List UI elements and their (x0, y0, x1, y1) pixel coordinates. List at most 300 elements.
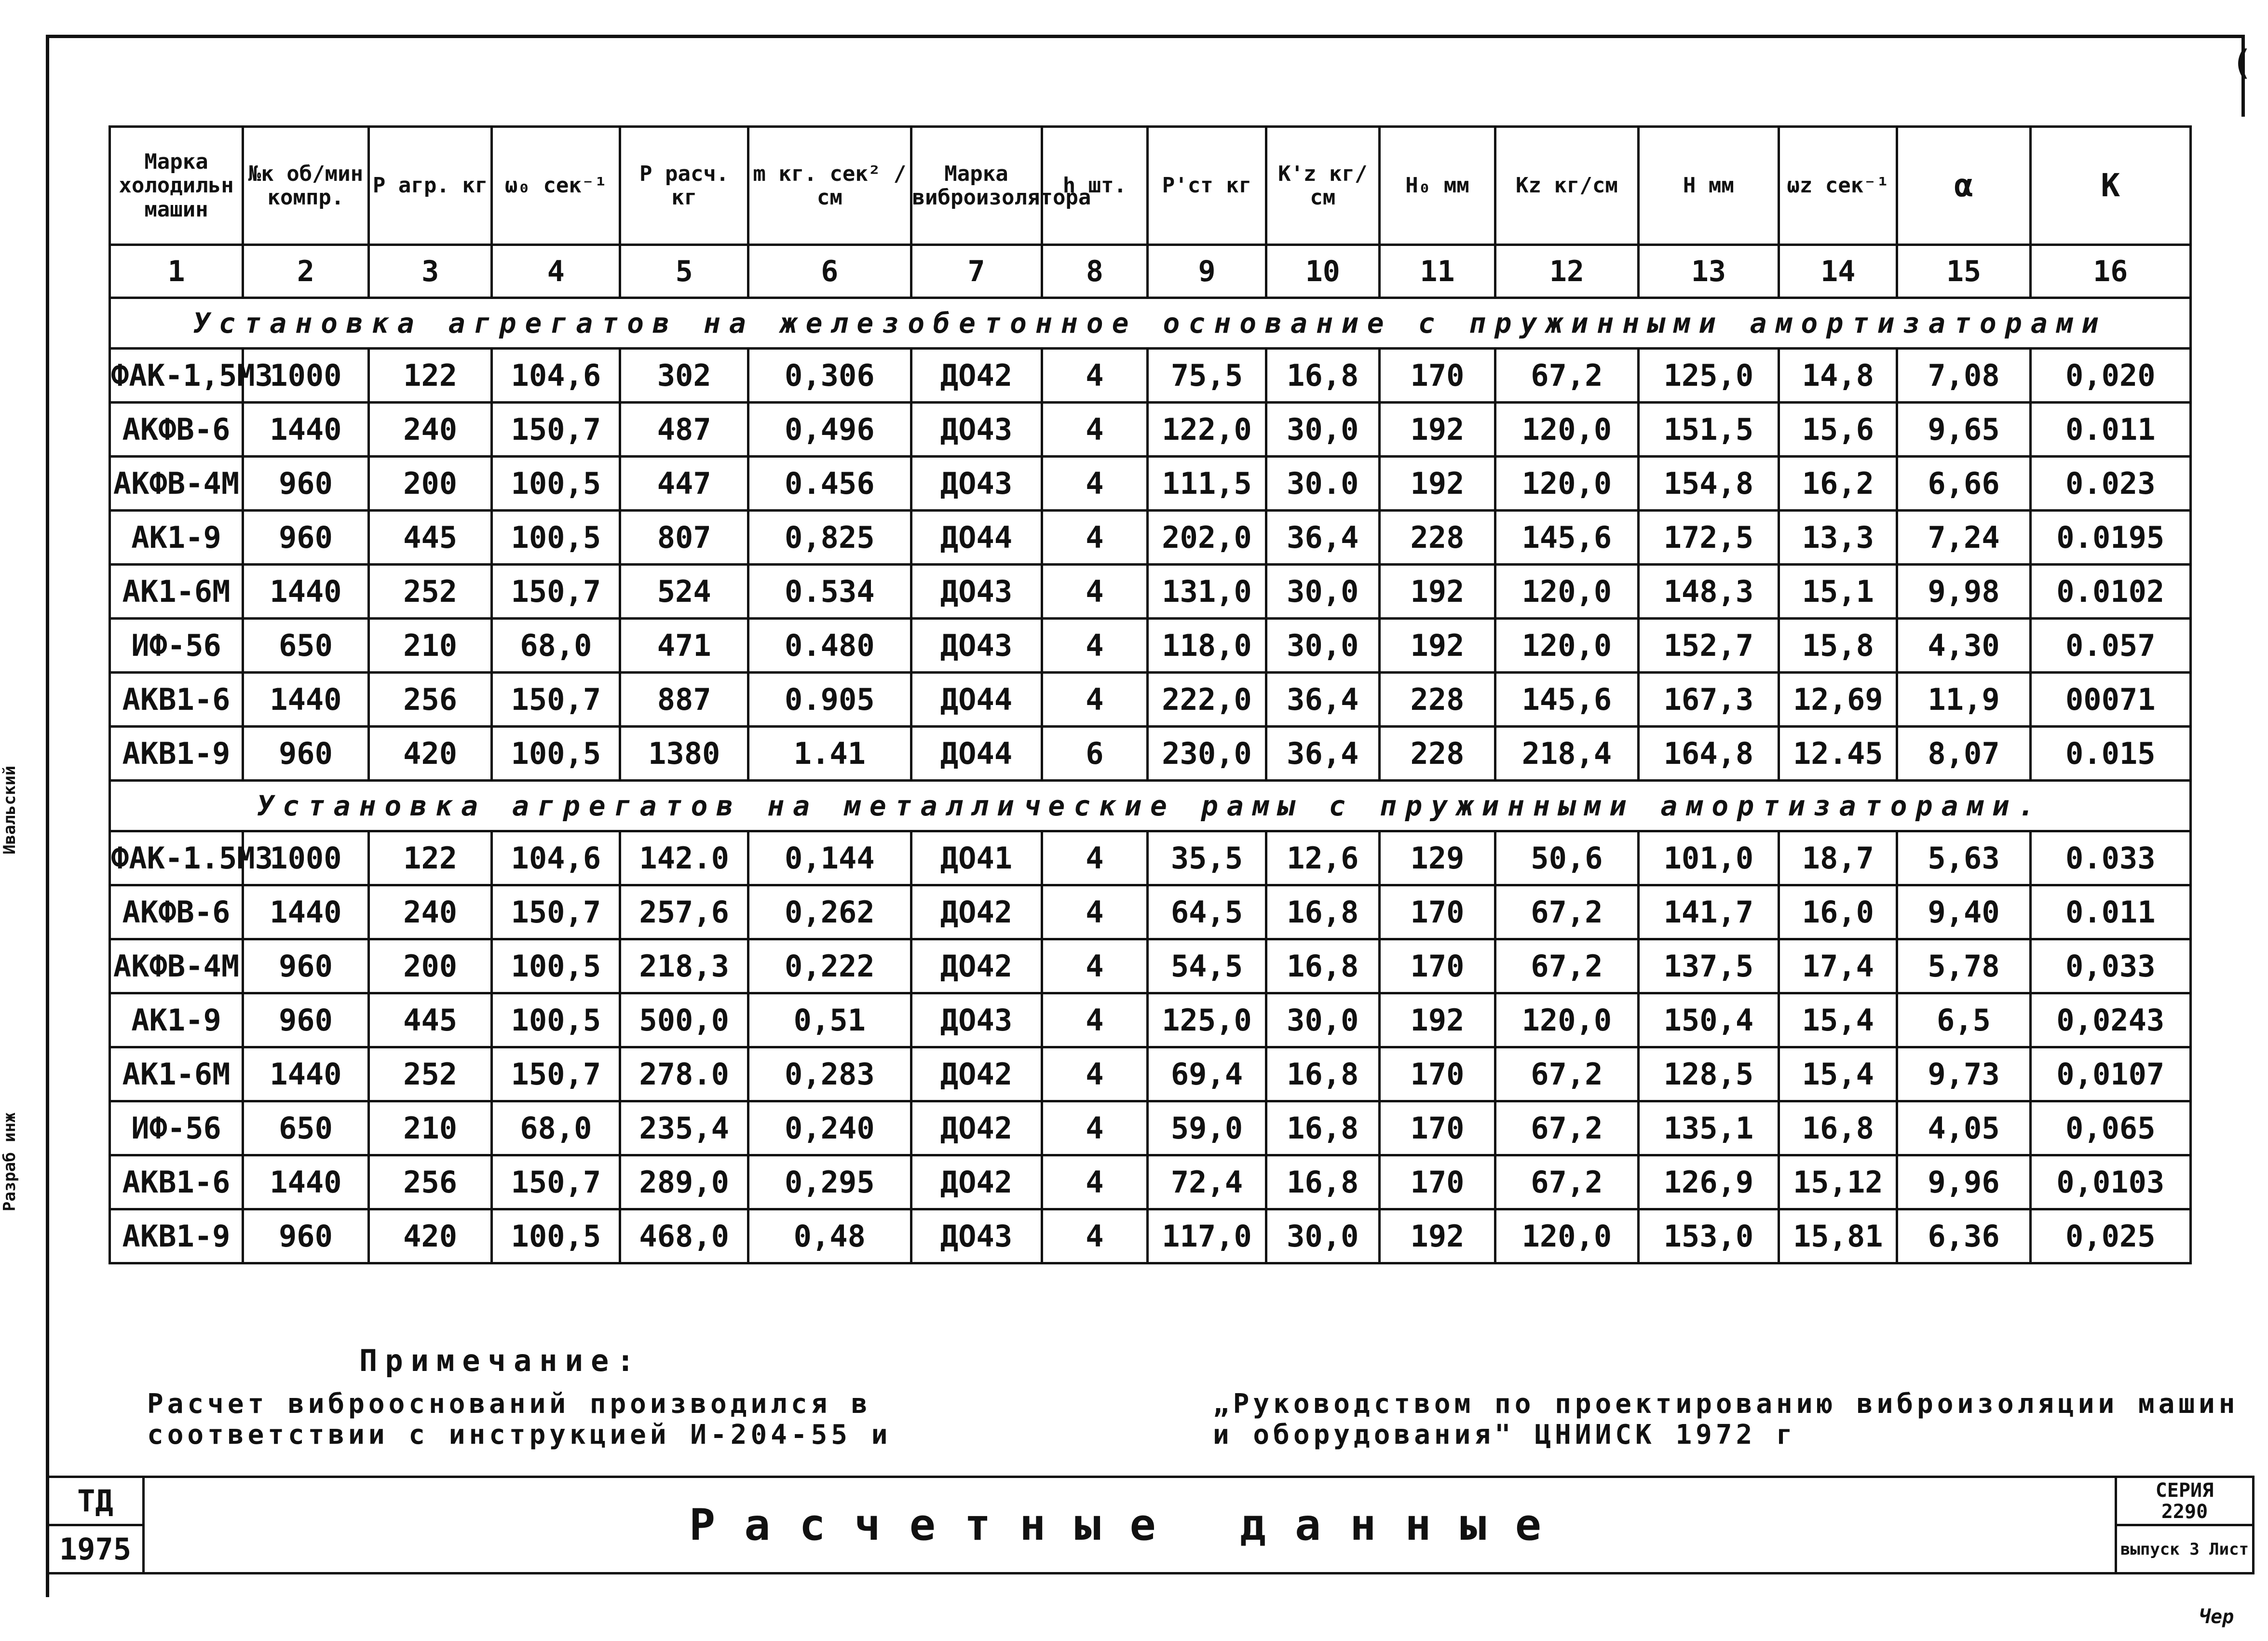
table-cell: 0.015 (2030, 727, 2190, 781)
table-cell: 1440 (243, 403, 369, 457)
header-cell: К'z кг/см (1266, 127, 1379, 245)
table-cell: 0,0243 (2030, 993, 2190, 1047)
table-cell: 0,262 (748, 885, 911, 939)
table-row (110, 831, 2191, 885)
table-cell: 960 (243, 457, 369, 511)
table-cell: 170 (1379, 1047, 1495, 1101)
table-cell: 4 (1042, 885, 1148, 939)
table-cell: 30,0 (1266, 565, 1379, 619)
table-cell: 4 (1042, 939, 1148, 993)
table-cell: 8,07 (1897, 727, 2030, 781)
header-cell: №к об/мин компр. (243, 127, 369, 245)
table-cell: 170 (1379, 1101, 1495, 1155)
table-cell: 6,5 (1897, 993, 2030, 1047)
table-cell: 0,020 (2030, 349, 2190, 403)
table-cell: 445 (368, 993, 492, 1047)
table-cell: 67,2 (1495, 349, 1639, 403)
table-cell: 30,0 (1266, 993, 1379, 1047)
table-cell: ДО43 (911, 993, 1042, 1047)
table-cell: 16,8 (1266, 885, 1379, 939)
table-cell: ИФ-56 (110, 1101, 243, 1155)
header-row (110, 127, 2191, 245)
sheet-border-top (46, 35, 2245, 38)
table-cell: 167,3 (1638, 673, 1779, 727)
table-cell: АКФВ-6 (110, 403, 243, 457)
stamp-code: ТД (47, 1477, 144, 1525)
table-cell: 36,4 (1266, 511, 1379, 565)
bottom-mark: Чер (2199, 1606, 2234, 1628)
table-cell: ДО43 (911, 403, 1042, 457)
column-number-cell: 16 (2030, 245, 2190, 298)
table-cell: 150,7 (492, 673, 620, 727)
table-cell: 35,5 (1148, 831, 1266, 885)
table-cell: 00071 (2030, 673, 2190, 727)
series-value: 2290 (2161, 1500, 2208, 1523)
table-cell: ДО42 (911, 1047, 1042, 1101)
table-cell: АКФВ-4М (110, 457, 243, 511)
table-cell: 152,7 (1638, 619, 1779, 673)
table-cell: ДО42 (911, 1155, 1042, 1209)
table-cell: 1000 (243, 831, 369, 885)
header-cell: Н мм (1638, 127, 1779, 245)
table-cell: 420 (368, 727, 492, 781)
table-cell: АК1-9 (110, 993, 243, 1047)
column-number-cell: 4 (492, 245, 620, 298)
table-cell: 36,4 (1266, 727, 1379, 781)
table-cell: 68,0 (492, 619, 620, 673)
table-cell: 0,295 (748, 1155, 911, 1209)
table-cell: 148,3 (1638, 565, 1779, 619)
table-cell: 16,8 (1266, 939, 1379, 993)
table-cell: 118,0 (1148, 619, 1266, 673)
table-cell: 117,0 (1148, 1209, 1266, 1263)
table-cell: 6,66 (1897, 457, 2030, 511)
table-cell: ДО44 (911, 673, 1042, 727)
table-row (110, 457, 2191, 511)
table-cell: ФАК-1.5МЗ (110, 831, 243, 885)
table-cell: ДО42 (911, 349, 1042, 403)
table-cell: 4,05 (1897, 1101, 2030, 1155)
table-cell: 1440 (243, 565, 369, 619)
table-cell: 0.023 (2030, 457, 2190, 511)
table-cell: 257,6 (620, 885, 748, 939)
table-cell: 0,825 (748, 511, 911, 565)
table-cell: 447 (620, 457, 748, 511)
table-cell: ДО43 (911, 1209, 1042, 1263)
table-cell: 1000 (243, 349, 369, 403)
column-number-cell: 7 (911, 245, 1042, 298)
table-cell: 30,0 (1266, 1209, 1379, 1263)
table-cell: 67,2 (1495, 939, 1639, 993)
stamp-series (2116, 1477, 2254, 1525)
table-cell: 0,025 (2030, 1209, 2190, 1263)
title-block (46, 1476, 2254, 1574)
column-number-row (110, 245, 2191, 298)
note-right-text: „Руководством по проектированию виброизоляции машин и оборудования" ЦНИИСК 1972 г (1213, 1388, 2239, 1451)
table-cell: 192 (1379, 403, 1495, 457)
table-cell: 0.534 (748, 565, 911, 619)
calculation-table (109, 125, 2192, 1264)
table-cell: 235,4 (620, 1101, 748, 1155)
table-row (110, 403, 2191, 457)
table-cell: 0,240 (748, 1101, 911, 1155)
table-cell: 202,0 (1148, 511, 1266, 565)
table-cell: 807 (620, 511, 748, 565)
table-cell: 101,0 (1638, 831, 1779, 885)
note-left-text: Расчет виброоснований производился в соответствии с инструкцией И-204-55 и (147, 1388, 892, 1451)
table-cell: 0,144 (748, 831, 911, 885)
table-cell: 500,0 (620, 993, 748, 1047)
table-cell: 67,2 (1495, 1155, 1639, 1209)
table-cell: 4 (1042, 673, 1148, 727)
table-cell: 16,0 (1779, 885, 1897, 939)
table-cell: 67,2 (1495, 885, 1639, 939)
table-cell: 16,8 (1266, 1047, 1379, 1101)
table-cell: 150,4 (1638, 993, 1779, 1047)
section-row (110, 781, 2191, 831)
table-cell: 524 (620, 565, 748, 619)
table-cell: 210 (368, 1101, 492, 1155)
table-cell: 1440 (243, 673, 369, 727)
table-cell: 240 (368, 885, 492, 939)
table-cell: 17,4 (1779, 939, 1897, 993)
table-cell: 131,0 (1148, 565, 1266, 619)
section-title: Установка агрегатов на железобетонное основание с пружинными амортизаторами (110, 298, 2191, 349)
table-cell: 240 (368, 403, 492, 457)
table-cell: 252 (368, 565, 492, 619)
table-cell: 104,6 (492, 831, 620, 885)
table-cell: 69,4 (1148, 1047, 1266, 1101)
table-cell: 0,065 (2030, 1101, 2190, 1155)
column-number-cell: 15 (1897, 245, 2030, 298)
table-cell: ФАК-1,5МЗ (110, 349, 243, 403)
table-cell: 218,4 (1495, 727, 1639, 781)
table-cell: 4 (1042, 565, 1148, 619)
table-cell: 30,0 (1266, 403, 1379, 457)
table-cell: 12,6 (1266, 831, 1379, 885)
table-cell: 960 (243, 993, 369, 1047)
table-cell: 100,5 (492, 1209, 620, 1263)
table-cell: 100,5 (492, 511, 620, 565)
table-cell: 4 (1042, 457, 1148, 511)
table-row (110, 1101, 2191, 1155)
column-number-cell: 8 (1042, 245, 1148, 298)
table-cell: 141,7 (1638, 885, 1779, 939)
table-cell: 120,0 (1495, 457, 1639, 511)
table-cell: 4 (1042, 511, 1148, 565)
table-cell: 960 (243, 511, 369, 565)
table-cell: 0.057 (2030, 619, 2190, 673)
table-cell: 487 (620, 403, 748, 457)
table-cell: 192 (1379, 457, 1495, 511)
table-cell: 9,96 (1897, 1155, 2030, 1209)
stamp-title: Расчетные данные (144, 1477, 2116, 1573)
table-row (110, 993, 2191, 1047)
table-cell: 420 (368, 1209, 492, 1263)
table-cell: ДО43 (911, 457, 1042, 511)
table-cell: 104,6 (492, 349, 620, 403)
table-cell: АКВ1-9 (110, 1209, 243, 1263)
table-cell: 15,12 (1779, 1155, 1897, 1209)
table-cell: 150,7 (492, 1155, 620, 1209)
table-cell: 16,8 (1266, 1155, 1379, 1209)
table-cell: 50,6 (1495, 831, 1639, 885)
table-body (110, 127, 2191, 1263)
stamp-sheet (2116, 1525, 2254, 1573)
table-cell: 12.45 (1779, 727, 1897, 781)
table-cell: 14,8 (1779, 349, 1897, 403)
table-cell: ИФ-56 (110, 619, 243, 673)
table-cell: АКВ1-6 (110, 1155, 243, 1209)
table-cell: 0,0103 (2030, 1155, 2190, 1209)
table-cell: 15,8 (1779, 619, 1897, 673)
table-cell: 145,6 (1495, 673, 1639, 727)
column-number-cell: 10 (1266, 245, 1379, 298)
table-cell: 100,5 (492, 727, 620, 781)
table-cell: 0.011 (2030, 403, 2190, 457)
table-cell: 0.011 (2030, 885, 2190, 939)
table-cell: 7,24 (1897, 511, 2030, 565)
table-cell: 164,8 (1638, 727, 1779, 781)
header-cell: m кг. сек² / см (748, 127, 911, 245)
table-cell: 192 (1379, 565, 1495, 619)
header-cell: Р'ст кг (1148, 127, 1266, 245)
table-cell: 650 (243, 619, 369, 673)
table-cell: 150,7 (492, 885, 620, 939)
table-row (110, 619, 2191, 673)
table-cell: ДО42 (911, 939, 1042, 993)
table-cell: 228 (1379, 511, 1495, 565)
table-cell: ДО42 (911, 885, 1042, 939)
table-cell: 4 (1042, 831, 1148, 885)
table-cell: 9,40 (1897, 885, 2030, 939)
table-cell: 1380 (620, 727, 748, 781)
table-cell: 0,496 (748, 403, 911, 457)
table-cell: 150,7 (492, 1047, 620, 1101)
table-cell: 4 (1042, 993, 1148, 1047)
table-cell: 4 (1042, 1101, 1148, 1155)
table-cell: 67,2 (1495, 1101, 1639, 1155)
table-cell: 36,4 (1266, 673, 1379, 727)
table-cell: 0,033 (2030, 939, 2190, 993)
table-cell: ДО42 (911, 1101, 1042, 1155)
table-cell: 9,65 (1897, 403, 2030, 457)
table-cell: 120,0 (1495, 403, 1639, 457)
table-cell: 153,0 (1638, 1209, 1779, 1263)
table-cell: 445 (368, 511, 492, 565)
table-cell: 150,7 (492, 565, 620, 619)
column-number-cell: 3 (368, 245, 492, 298)
table-cell: АК1-6М (110, 1047, 243, 1101)
header-cell: Р расч. кг (620, 127, 748, 245)
side-note-author: Ивальский (0, 765, 19, 855)
table-cell: 170 (1379, 939, 1495, 993)
table-cell: 16,8 (1266, 1101, 1379, 1155)
table-cell: 126,9 (1638, 1155, 1779, 1209)
table-cell: ДО44 (911, 727, 1042, 781)
table-cell: 67,2 (1495, 1047, 1639, 1101)
table-cell: 7,08 (1897, 349, 2030, 403)
table-row (110, 727, 2191, 781)
table-cell: 0.905 (748, 673, 911, 727)
table-cell: 0.0195 (2030, 511, 2190, 565)
column-number-cell: 2 (243, 245, 369, 298)
section-row (110, 298, 2191, 349)
table-cell: 100,5 (492, 457, 620, 511)
table-cell: 0.480 (748, 619, 911, 673)
table-cell: 170 (1379, 885, 1495, 939)
table-cell: 111,5 (1148, 457, 1266, 511)
table-cell: 15,1 (1779, 565, 1897, 619)
table-cell: 172,5 (1638, 511, 1779, 565)
column-number-cell: 14 (1779, 245, 1897, 298)
header-cell: h шт. (1042, 127, 1148, 245)
stamp-issue: выпуск 3 (2120, 1539, 2200, 1559)
note-title: Примечание: (359, 1343, 642, 1378)
table-cell: АК1-9 (110, 511, 243, 565)
table-cell: 100,5 (492, 993, 620, 1047)
stamp-year: 1975 (47, 1525, 144, 1573)
table-cell: 1440 (243, 1155, 369, 1209)
table-cell: ДО43 (911, 565, 1042, 619)
table-cell: 120,0 (1495, 1209, 1639, 1263)
table-cell: 154,8 (1638, 457, 1779, 511)
header-cell: Кz кг/см (1495, 127, 1639, 245)
column-number-cell: 5 (620, 245, 748, 298)
table-cell: 128,5 (1638, 1047, 1779, 1101)
table-row (110, 885, 2191, 939)
table-cell: АКФВ-6 (110, 885, 243, 939)
table-cell: АК1-6М (110, 565, 243, 619)
table-cell: 210 (368, 619, 492, 673)
table-cell: 960 (243, 939, 369, 993)
table-cell: 4 (1042, 1155, 1148, 1209)
table-cell: 16,2 (1779, 457, 1897, 511)
table-cell: 64,5 (1148, 885, 1266, 939)
table-cell: 960 (243, 1209, 369, 1263)
table-cell: 1440 (243, 1047, 369, 1101)
table-cell: 468,0 (620, 1209, 748, 1263)
table-cell: 54,5 (1148, 939, 1266, 993)
table-cell: 75,5 (1148, 349, 1266, 403)
table-cell: 0,51 (748, 993, 911, 1047)
header-cell: ω₀ сек⁻¹ (492, 127, 620, 245)
table-cell: 125,0 (1638, 349, 1779, 403)
table-cell: 125,0 (1148, 993, 1266, 1047)
table-cell: 4 (1042, 1047, 1148, 1101)
table-cell: 150,7 (492, 403, 620, 457)
table-cell: 302 (620, 349, 748, 403)
table-cell: 15,4 (1779, 993, 1897, 1047)
table-cell: 960 (243, 727, 369, 781)
table-cell: 72,4 (1148, 1155, 1266, 1209)
corner-mark: ( (2232, 43, 2253, 82)
table-cell: 151,5 (1638, 403, 1779, 457)
table-cell: 192 (1379, 619, 1495, 673)
table-cell: 145,6 (1495, 511, 1639, 565)
table-cell: АКВ1-9 (110, 727, 243, 781)
header-cell: Марка холодильн машин (110, 127, 243, 245)
table-cell: 30.0 (1266, 457, 1379, 511)
table-cell: АКФВ-4М (110, 939, 243, 993)
column-number-cell: 6 (748, 245, 911, 298)
header-cell: α (1897, 127, 2030, 245)
table-cell: 137,5 (1638, 939, 1779, 993)
table-cell: 1440 (243, 885, 369, 939)
table-cell: АКВ1-6 (110, 673, 243, 727)
table-cell: 252 (368, 1047, 492, 1101)
table-cell: 0,222 (748, 939, 911, 993)
table-cell: 11,9 (1897, 673, 2030, 727)
table-cell: 228 (1379, 673, 1495, 727)
table-cell: 230,0 (1148, 727, 1266, 781)
table-cell: 5,63 (1897, 831, 2030, 885)
table-cell: 12,69 (1779, 673, 1897, 727)
table-cell: 0,306 (748, 349, 911, 403)
header-cell: К (2030, 127, 2190, 245)
table-cell: 1.41 (748, 727, 911, 781)
table-cell: 5,78 (1897, 939, 2030, 993)
table-cell: 13,3 (1779, 511, 1897, 565)
header-cell: Р агр. кг (368, 127, 492, 245)
table-cell: 15,4 (1779, 1047, 1897, 1101)
table-row (110, 673, 2191, 727)
section-title: Установка агрегатов на металлические рамы с пружинными амортизаторами. (110, 781, 2191, 831)
table-cell: 4 (1042, 403, 1148, 457)
table-cell: 289,0 (620, 1155, 748, 1209)
table-cell: 4 (1042, 619, 1148, 673)
table-cell: 9,98 (1897, 565, 2030, 619)
table-cell: 30,0 (1266, 619, 1379, 673)
table-cell: 650 (243, 1101, 369, 1155)
table-cell: 278.0 (620, 1047, 748, 1101)
side-note-role: Разраб инж (0, 1112, 19, 1212)
table-cell: 200 (368, 939, 492, 993)
table-cell: ДО41 (911, 831, 1042, 885)
table-row (110, 1155, 2191, 1209)
header-cell: Н₀ мм (1379, 127, 1495, 245)
table-cell: 256 (368, 1155, 492, 1209)
stamp-sheet-label: Лист (2209, 1539, 2249, 1559)
column-number-cell: 13 (1638, 245, 1779, 298)
table-cell: 122,0 (1148, 403, 1266, 457)
table-cell: 256 (368, 673, 492, 727)
table-cell: 170 (1379, 1155, 1495, 1209)
table-cell: 887 (620, 673, 748, 727)
table-cell: 122 (368, 831, 492, 885)
table-cell: 15,6 (1779, 403, 1897, 457)
table-cell: 0,283 (748, 1047, 911, 1101)
series-label: СЕРИЯ (2155, 1479, 2214, 1502)
column-number-cell: 11 (1379, 245, 1495, 298)
table-cell: 59,0 (1148, 1101, 1266, 1155)
table-cell: 200 (368, 457, 492, 511)
table-cell: 0.0102 (2030, 565, 2190, 619)
table-cell: 4,30 (1897, 619, 2030, 673)
table-cell: 4 (1042, 349, 1148, 403)
header-cell: Марка виброизолятора (911, 127, 1042, 245)
table-cell: 120,0 (1495, 619, 1639, 673)
table-cell: 471 (620, 619, 748, 673)
table-cell: ДО43 (911, 619, 1042, 673)
table-row (110, 1209, 2191, 1263)
column-number-cell: 9 (1148, 245, 1266, 298)
table-row (110, 939, 2191, 993)
table-row (110, 1047, 2191, 1101)
table-cell: 0.456 (748, 457, 911, 511)
table-cell: 6 (1042, 727, 1148, 781)
table-cell: 218,3 (620, 939, 748, 993)
